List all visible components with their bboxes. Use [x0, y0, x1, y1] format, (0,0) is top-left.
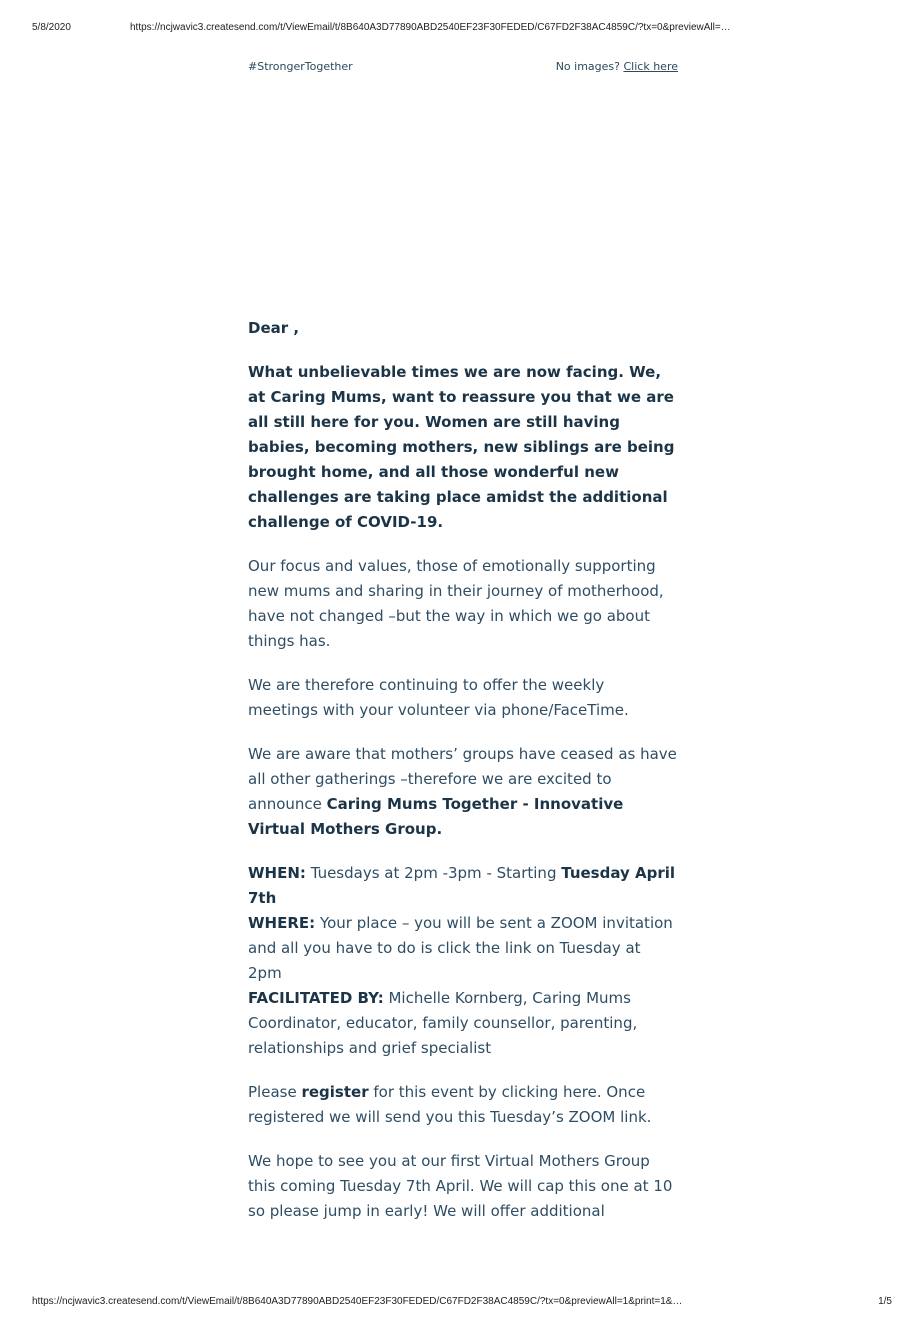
where-text: Your place – you will be sent a ZOOM invitation and all you have to do is click the link on Tuesday at 2pm — [248, 914, 673, 982]
focus-paragraph: Our focus and values, those of emotionally supporting new mums and sharing in their journey of motherhood, have not changed –but the way in which we go about things has. — [248, 557, 664, 650]
email-preheader — [248, 60, 678, 76]
groups-text: We are aware that mothers’ groups have ceased as have all other gatherings –therefore we are excited to announce — [248, 745, 677, 813]
register-paragraph — [248, 1080, 678, 1130]
when-label: WHEN: — [248, 864, 306, 882]
hashtag: #StrongerTogether — [248, 60, 353, 73]
print-footer-url: https://ncjwavic3.createsend.com/t/ViewEmail/t/8B640A3D77890ABD2540EF23F30FEDED/C67FD2F38AC4859C/?tx=0&previewAll=1&print=1&… — [32, 1296, 683, 1307]
print-header — [32, 22, 894, 38]
hope-paragraph: We hope to see you at our first Virtual Mothers Group this coming Tuesday 7th April. We will cap this one at 10 so please jump in early! We will offer additional — [248, 1152, 673, 1220]
event-details — [248, 861, 678, 1061]
intro-paragraph: What unbelievable times we are now facing. We, at Caring Mums, want to reassure you that we are all still here for you. Women are still having babies, becoming mothers, new siblings are being brought home, and all those wonderful new challenges are taking place amidst the additional challenge of COVID-19. — [248, 363, 675, 531]
email-body — [248, 316, 678, 1243]
register-link[interactable]: register — [301, 1083, 369, 1101]
facilitated-label: FACILITATED BY: — [248, 989, 384, 1007]
weekly-meetings-paragraph: We are therefore continuing to offer the weekly meetings with your volunteer via phone/FaceTime. — [248, 676, 629, 719]
print-footer — [32, 1296, 892, 1312]
no-images-label: No images? — [555, 60, 620, 73]
register-pre: Please — [248, 1083, 297, 1101]
where-label: WHERE: — [248, 914, 316, 932]
when-date: Tuesday April 7th — [248, 864, 676, 907]
greeting: Dear , — [248, 319, 300, 337]
when-text: Tuesdays at 2pm -3pm - Starting — [310, 864, 557, 882]
print-date: 5/8/2020 — [32, 22, 71, 33]
print-header-url: https://ncjwavic3.createsend.com/t/ViewEmail/t/8B640A3D77890ABD2540EF23F30FEDED/C67FD2F38AC4859C/?tx=0&previewAll=… — [130, 22, 731, 33]
facilitated-text: Michelle Kornberg, Caring Mums Coordinator, educator, family counsellor, parenting, relationships and grief specialist — [248, 989, 638, 1057]
groups-paragraph — [248, 742, 678, 842]
group-name: Caring Mums Together - Innovative Virtual Mothers Group. — [248, 795, 624, 838]
where-line — [248, 911, 678, 986]
facilitated-line — [248, 986, 678, 1061]
click-here-link[interactable]: Click here — [623, 60, 678, 73]
register-post: for this event by clicking here. Once registered we will send you this Tuesday’s ZOOM link. — [248, 1083, 652, 1126]
no-images-notice — [556, 60, 678, 73]
when-line — [248, 861, 678, 911]
page-number: 1/5 — [878, 1296, 892, 1307]
